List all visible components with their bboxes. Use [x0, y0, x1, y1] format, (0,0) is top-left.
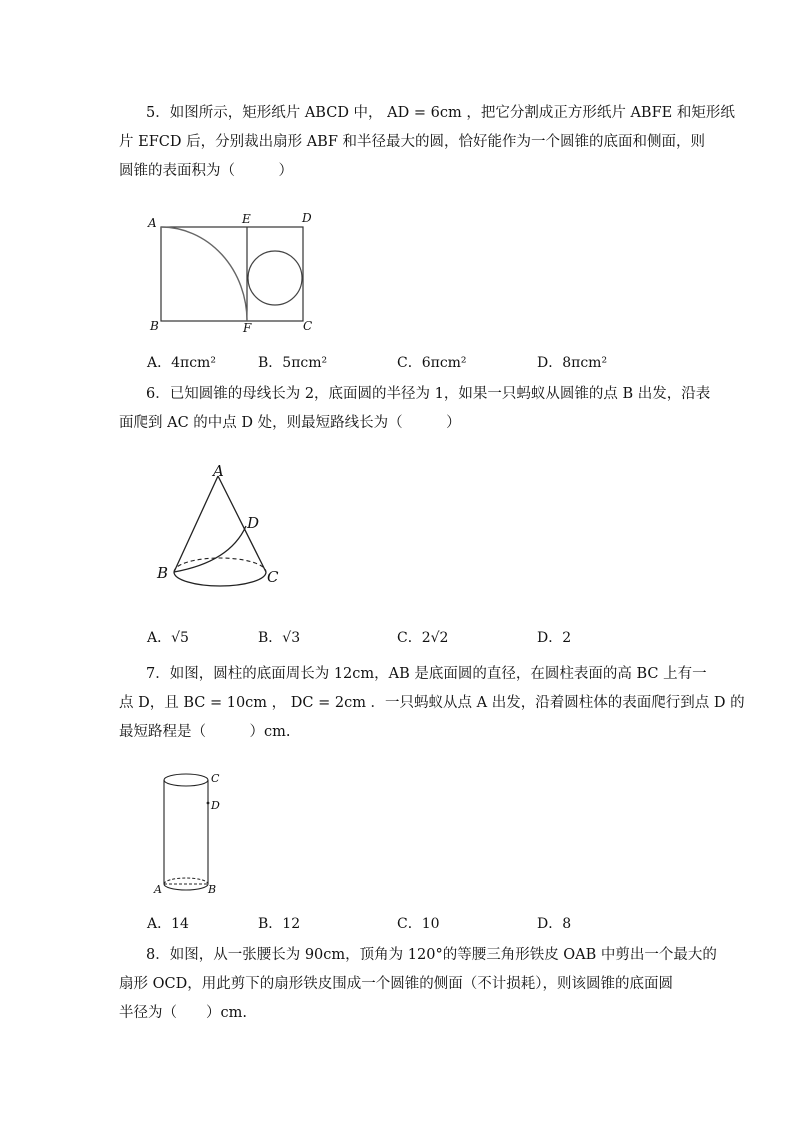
question-6-line-2: 面爬到 AC 的中点 D 处，则最短路线长为（ ）	[119, 415, 461, 431]
label-a: A	[154, 883, 162, 896]
figure-rectangle-sector-circle	[140, 205, 340, 340]
question-7-line-1: 7．如图，圆柱的底面周长为 12cm，AB 是底面圆的直径，在圆柱表面的高 BC 上有一	[146, 666, 707, 682]
bottom-ellipse-front	[164, 884, 208, 890]
label-c: C	[211, 772, 220, 785]
question-5-line-3: 圆锥的表面积为（ ）	[119, 163, 293, 179]
question-7-line-2: 点 D，且 BC = 10cm ， DC = 2cm ．一只蚂蚁从点 A 出发，沿着圆柱体的表面爬行到点 D 的	[119, 695, 745, 711]
q6-option-d: D．2	[537, 630, 572, 646]
bottom-ellipse-back	[164, 878, 208, 884]
q5-option-c: C．6πcm²	[397, 355, 467, 371]
top-ellipse	[164, 774, 208, 786]
question-5-line-1: 5．如图所示，矩形纸片 ABCD 中， AD = 6cm ，把它分割成正方形纸片 ABFE 和矩形纸	[146, 105, 735, 121]
label-a: A	[213, 462, 224, 480]
label-b: B	[208, 883, 217, 896]
rectangle-abcd	[161, 227, 303, 321]
base-ellipse-front	[174, 572, 266, 586]
question-5	[119, 99, 735, 186]
q7-option-b: B．12	[258, 916, 301, 932]
point-d	[207, 802, 210, 805]
q5-option-a: A．4πcm²	[147, 355, 216, 371]
question-6	[119, 380, 711, 438]
label-d: D	[247, 514, 260, 532]
arc-af	[161, 227, 247, 321]
question-5-line-2: 片 EFCD 后，分别裁出扇形 ABF 和半径最大的圆，恰好能作为一个圆锥的底面和侧面，则	[119, 134, 705, 150]
q5-option-d: D．8πcm²	[537, 355, 608, 371]
figure-cone	[150, 458, 290, 593]
label-b: B	[150, 319, 159, 333]
question-8	[119, 941, 717, 1028]
label-b: B	[157, 564, 169, 582]
q7-option-a: A．14	[147, 916, 189, 932]
figure-cylinder	[150, 768, 235, 898]
q6-option-c: C．2√2	[397, 630, 449, 646]
q6-option-b: B．√3	[258, 630, 301, 646]
base-ellipse-back	[174, 558, 266, 572]
question-8-line-3: 半径为（ ）cm.	[119, 1005, 247, 1021]
question-8-line-1: 8．如图，从一张腰长为 90cm，顶角为 120°的等腰三角形铁皮 OAB 中剪出一个最大的	[146, 947, 717, 963]
question-6-line-1: 6．已知圆锥的母线长为 2，底面圆的半径为 1，如果一只蚂蚁从圆锥的点 B 出发，沿表	[146, 386, 711, 402]
question-7	[119, 660, 745, 747]
generatrix-ab	[174, 476, 218, 572]
q5-option-b: B．5πcm²	[258, 355, 328, 371]
label-c: C	[267, 568, 279, 586]
label-c: C	[303, 319, 313, 333]
label-d: D	[302, 211, 312, 225]
question-7-line-3: 最短路程是（ ）cm.	[119, 724, 291, 740]
q7-option-c: C．10	[397, 916, 440, 932]
label-d: D	[211, 799, 220, 812]
label-f: F	[243, 321, 252, 335]
q7-option-d: D．8	[537, 916, 572, 932]
question-8-line-2: 扇形 OCD，用此剪下的扇形铁皮围成一个圆锥的侧面（不计损耗），则该圆锥的底面圆	[119, 976, 673, 992]
label-e: E	[242, 212, 251, 226]
label-a: A	[148, 216, 157, 230]
inscribed-circle	[248, 251, 302, 305]
q6-option-a: A．√5	[147, 630, 189, 646]
